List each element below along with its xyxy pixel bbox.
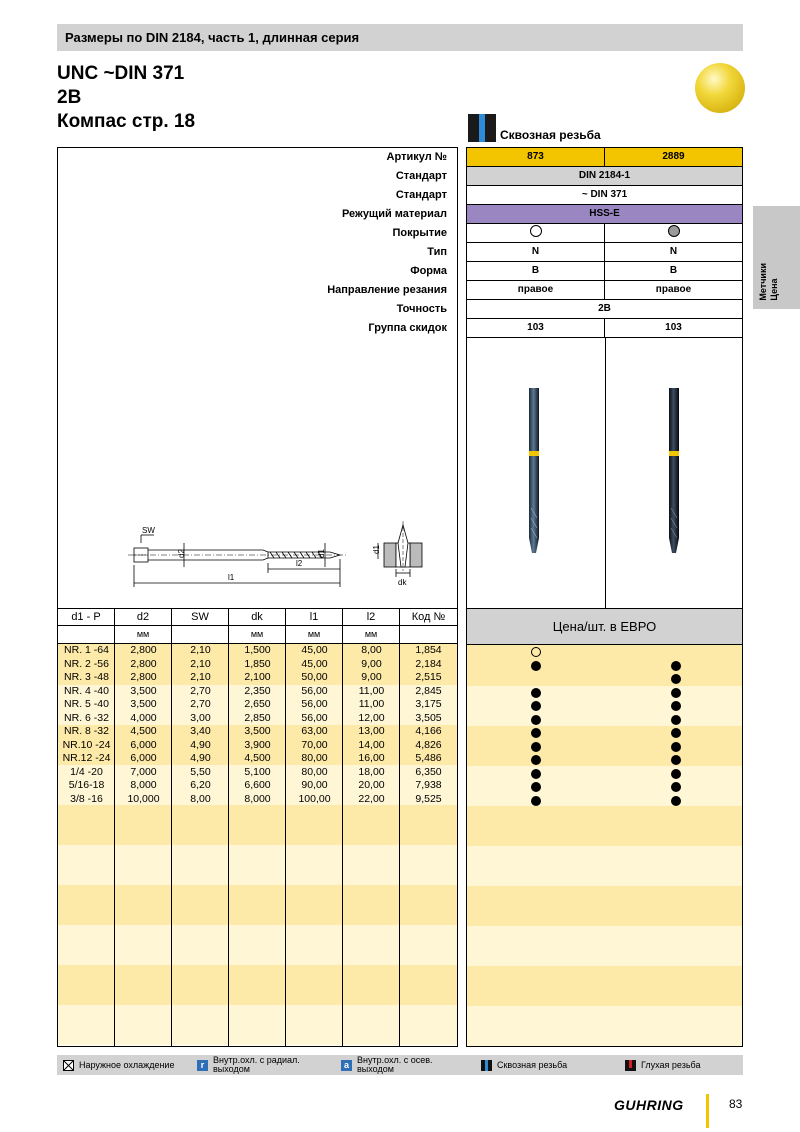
legend-radial-cooling: r Внутр.охл. с радиал. выходом bbox=[197, 1056, 335, 1074]
table-cell: 70,00 bbox=[301, 738, 328, 751]
table-cell: 2,800 bbox=[130, 671, 157, 683]
table-cell: 7,938 bbox=[415, 779, 442, 791]
table-cell: NR.10 -24 bbox=[62, 738, 111, 751]
table-cell: 4,166 bbox=[415, 725, 442, 737]
row-band bbox=[467, 806, 742, 846]
table-cell: 5,50 bbox=[190, 765, 211, 778]
spec-row-discount bbox=[467, 319, 742, 338]
table-cell: 1,854 bbox=[415, 644, 442, 656]
availability-row bbox=[467, 686, 742, 700]
table-cell: 2,515 bbox=[415, 671, 442, 683]
table-cell: 2,845 bbox=[415, 684, 442, 697]
table-cell: 9,525 bbox=[415, 792, 442, 805]
unit-cell bbox=[400, 626, 457, 643]
table-cell: 8,00 bbox=[361, 644, 382, 656]
radial-internal-cooling-icon: r bbox=[197, 1060, 208, 1071]
table-cell: 45,00 bbox=[301, 644, 328, 656]
page-title bbox=[57, 62, 195, 134]
table-row bbox=[58, 779, 457, 793]
title-line-1: UNC ~DIN 371 bbox=[57, 63, 185, 84]
title-line-2: 2B bbox=[57, 87, 82, 108]
table-cell: 4,000 bbox=[130, 711, 157, 724]
table-cell: 10,000 bbox=[127, 792, 160, 805]
table-cell: 2,10 bbox=[190, 644, 211, 656]
table-cell: 56,00 bbox=[301, 711, 328, 724]
standard-2-value: ~ DIN 371 bbox=[581, 189, 628, 200]
table-cell: 5,486 bbox=[415, 752, 442, 764]
available-dot-icon[interactable] bbox=[531, 782, 541, 792]
spec-label-coating: Покрытие bbox=[392, 227, 447, 239]
spec-label-standard-2: Стандарт bbox=[395, 189, 447, 201]
available-dot-icon[interactable] bbox=[671, 728, 681, 738]
page-number: 83 bbox=[729, 1097, 743, 1111]
spec-label-article: Артикул № bbox=[386, 151, 447, 163]
label-d1-section: d1 bbox=[372, 545, 381, 554]
product-panel bbox=[466, 147, 743, 1047]
table-cell: NR. 1 -64 bbox=[64, 644, 109, 656]
available-dot-icon[interactable] bbox=[671, 688, 681, 698]
spec-row-standard-2 bbox=[467, 186, 742, 205]
discount-value: 103 bbox=[527, 322, 544, 333]
table-cell: 4,90 bbox=[190, 738, 211, 751]
table-row bbox=[58, 712, 457, 726]
coated-circle-icon bbox=[668, 225, 680, 237]
table-cell: 80,00 bbox=[301, 752, 328, 764]
availability-row bbox=[467, 659, 742, 673]
type-value: N bbox=[604, 243, 742, 261]
table-row bbox=[58, 671, 457, 685]
label-d1: d1 bbox=[317, 549, 326, 558]
table-cell: NR. 3 -48 bbox=[64, 671, 109, 683]
table-cell: 2,10 bbox=[190, 671, 211, 683]
table-cell: 100,00 bbox=[298, 792, 331, 805]
row-band bbox=[467, 926, 742, 966]
table-cell: 4,500 bbox=[244, 752, 271, 764]
legend-blind-thread: Глухая резьба bbox=[625, 1060, 700, 1071]
table-cell: 14,00 bbox=[358, 738, 385, 751]
table-cell: 3,500 bbox=[130, 698, 157, 710]
coating-cell bbox=[604, 224, 742, 242]
table-row bbox=[58, 725, 457, 739]
available-dot-icon[interactable] bbox=[671, 796, 681, 806]
unit-cell: мм bbox=[115, 626, 172, 643]
row-band bbox=[58, 845, 457, 885]
table-cell: 80,00 bbox=[301, 765, 328, 778]
table-cell: 1,500 bbox=[244, 644, 271, 656]
available-dot-icon[interactable] bbox=[671, 701, 681, 711]
label-sw: SW bbox=[142, 526, 155, 535]
form-value: B bbox=[531, 265, 540, 276]
spec-row-type bbox=[467, 243, 742, 262]
table-header bbox=[58, 608, 457, 626]
spec-label-form: Форма bbox=[410, 265, 447, 277]
table-cell: 5/16-18 bbox=[68, 779, 105, 791]
footer-accent-bar bbox=[706, 1094, 709, 1128]
table-cell: 9,00 bbox=[361, 657, 382, 670]
dimension-table bbox=[58, 608, 457, 1047]
available-dot-icon[interactable] bbox=[671, 755, 681, 765]
row-band bbox=[58, 885, 457, 925]
article-873[interactable]: 873 bbox=[527, 151, 544, 162]
label-dk: dk bbox=[398, 578, 407, 587]
table-cell: 4,500 bbox=[130, 725, 157, 737]
row-band bbox=[467, 966, 742, 1006]
page-subtitle: Размеры по DIN 2184, часть 1, длинная серия bbox=[65, 30, 360, 45]
table-cell: 20,00 bbox=[358, 779, 385, 791]
form-value: B bbox=[604, 262, 742, 280]
available-dot-icon[interactable] bbox=[531, 715, 541, 725]
accuracy-value: 2B bbox=[598, 303, 611, 314]
available-dot-icon[interactable] bbox=[531, 661, 541, 671]
table-cell: 2,350 bbox=[244, 684, 271, 697]
table-cell: 6,20 bbox=[190, 779, 211, 791]
table-cell: 11,00 bbox=[358, 684, 385, 697]
spec-label-standard: Стандарт bbox=[395, 170, 447, 182]
table-cell: 3,00 bbox=[190, 711, 211, 724]
standard-value: DIN 2184-1 bbox=[578, 170, 631, 181]
table-cell: NR. 4 -40 bbox=[64, 684, 109, 697]
table-cell: 3,505 bbox=[415, 711, 442, 724]
unit-cell: мм bbox=[229, 626, 286, 643]
available-dot-icon[interactable] bbox=[531, 742, 541, 752]
table-cell: 2,184 bbox=[415, 657, 442, 670]
table-cell: 63,00 bbox=[301, 725, 328, 737]
page-subtitle-bar bbox=[57, 24, 743, 51]
unit-cell: мм bbox=[343, 626, 400, 643]
table-cell: 6,350 bbox=[415, 765, 442, 778]
table-cell: 45,00 bbox=[301, 657, 328, 670]
available-dot-icon[interactable] bbox=[671, 742, 681, 752]
table-body bbox=[58, 644, 457, 1047]
side-tab[interactable] bbox=[753, 206, 800, 309]
thread-type-legend bbox=[468, 114, 601, 142]
table-cell: 16,00 bbox=[358, 752, 385, 764]
material-value: HSS-E bbox=[589, 208, 620, 219]
legend-axial-cooling: a Внутр.охл. с осев. выходом bbox=[341, 1056, 475, 1074]
table-cell: 18,00 bbox=[358, 765, 385, 778]
table-cell: 7,000 bbox=[130, 765, 157, 778]
tap-image-873 bbox=[527, 388, 541, 553]
table-cell: 6,000 bbox=[130, 738, 157, 751]
spec-row-standard bbox=[467, 167, 742, 186]
available-dot-icon[interactable] bbox=[531, 701, 541, 711]
external-cooling-icon bbox=[63, 1060, 74, 1071]
discount-value: 103 bbox=[604, 319, 742, 337]
axial-internal-cooling-icon: a bbox=[341, 1060, 352, 1071]
table-cell: 5,100 bbox=[244, 765, 271, 778]
table-row bbox=[58, 698, 457, 712]
table-cell: 56,00 bbox=[301, 684, 328, 697]
table-row bbox=[58, 766, 457, 780]
table-cell: 2,850 bbox=[244, 711, 271, 724]
type-value: N bbox=[531, 246, 540, 257]
col-header: dk bbox=[229, 609, 286, 625]
availability-row bbox=[467, 740, 742, 754]
available-dot-icon[interactable] bbox=[531, 728, 541, 738]
availability-row bbox=[467, 767, 742, 781]
on-request-circle-icon[interactable] bbox=[531, 647, 541, 657]
title-line-3: Компас стр. 18 bbox=[57, 111, 196, 132]
direction-value: правое bbox=[517, 284, 554, 295]
table-cell: 56,00 bbox=[301, 698, 328, 710]
table-cell: 12,00 bbox=[358, 711, 385, 724]
spec-row-article bbox=[467, 148, 742, 167]
table-cell: 50,00 bbox=[301, 671, 328, 683]
availability-row bbox=[467, 794, 742, 808]
row-band bbox=[467, 846, 742, 886]
legend-external-cooling: Наружное охлаждение bbox=[63, 1060, 191, 1071]
table-row bbox=[58, 739, 457, 753]
table-row bbox=[58, 658, 457, 672]
dimension-panel bbox=[57, 147, 458, 1047]
table-cell: 4,90 bbox=[190, 752, 211, 764]
row-band bbox=[58, 965, 457, 1005]
table-row bbox=[58, 793, 457, 807]
availability-row bbox=[467, 672, 742, 686]
table-cell: 2,10 bbox=[190, 657, 211, 670]
table-cell: 2,70 bbox=[190, 684, 211, 697]
table-cell: 6,000 bbox=[130, 752, 157, 764]
tap-image-2889 bbox=[667, 388, 681, 553]
spec-label-discount: Группа скидок bbox=[368, 322, 447, 334]
table-cell: 1,850 bbox=[244, 657, 271, 670]
uncoated-circle-icon bbox=[530, 225, 542, 237]
through-thread-icon bbox=[481, 1060, 492, 1071]
table-cell: NR.12 -24 bbox=[62, 752, 111, 764]
blind-thread-icon bbox=[625, 1060, 636, 1071]
table-cell: 3,500 bbox=[244, 725, 271, 737]
spec-row-coating bbox=[467, 224, 742, 243]
spec-row-accuracy bbox=[467, 300, 742, 319]
table-cell: NR. 6 -32 bbox=[64, 711, 109, 724]
row-band bbox=[467, 886, 742, 926]
spec-label-direction: Направление резания bbox=[327, 284, 447, 296]
table-cell: 3/8 -16 bbox=[70, 792, 103, 805]
thread-type-label: Сквозная резьба bbox=[500, 128, 601, 142]
available-dot-icon[interactable] bbox=[671, 661, 681, 671]
spec-row-form bbox=[467, 262, 742, 281]
table-cell: 1/4 -20 bbox=[70, 765, 103, 778]
table-cell: 13,00 bbox=[358, 725, 385, 737]
spec-label-type: Тип bbox=[427, 246, 447, 258]
table-units bbox=[58, 626, 457, 644]
column-divider bbox=[605, 338, 606, 608]
label-l2: l2 bbox=[296, 559, 303, 568]
available-dot-icon[interactable] bbox=[671, 715, 681, 725]
availability-row bbox=[467, 726, 742, 740]
table-cell: 2,800 bbox=[130, 657, 157, 670]
row-band bbox=[467, 1006, 742, 1046]
available-dot-icon[interactable] bbox=[531, 755, 541, 765]
spec-row-direction bbox=[467, 281, 742, 300]
availability-row bbox=[467, 753, 742, 767]
available-dot-icon[interactable] bbox=[671, 769, 681, 779]
row-band bbox=[58, 1005, 457, 1045]
article-2889[interactable]: 2889 bbox=[604, 148, 742, 166]
legend-through-thread: Сквозная резьба bbox=[481, 1060, 619, 1071]
brand-logo: GUHRING bbox=[614, 1097, 684, 1113]
unit-cell bbox=[172, 626, 229, 643]
availability-row bbox=[467, 713, 742, 727]
availability-row bbox=[467, 699, 742, 713]
through-thread-icon bbox=[468, 114, 496, 142]
coating-cell bbox=[467, 224, 604, 242]
row-band bbox=[58, 805, 457, 845]
available-dot-icon[interactable] bbox=[531, 769, 541, 779]
table-cell: 3,900 bbox=[244, 738, 271, 751]
table-row bbox=[58, 752, 457, 766]
side-tab-label: Метчики Цена bbox=[758, 263, 779, 301]
table-cell: 4,826 bbox=[415, 738, 442, 751]
coating-ball-icon bbox=[695, 63, 745, 113]
table-cell: 2,800 bbox=[130, 644, 157, 656]
spec-label-accuracy: Точность bbox=[396, 303, 447, 315]
available-dot-icon[interactable] bbox=[671, 782, 681, 792]
col-header: d1 - P bbox=[58, 609, 115, 625]
price-availability bbox=[467, 645, 742, 1046]
unit-cell: мм bbox=[286, 626, 343, 643]
table-cell: 2,70 bbox=[190, 698, 211, 710]
table-cell: 6,600 bbox=[244, 779, 271, 791]
table-cell: 8,000 bbox=[130, 779, 157, 791]
table-cell: 2,650 bbox=[244, 698, 271, 710]
table-cell: 3,175 bbox=[415, 698, 442, 710]
table-cell: 3,500 bbox=[130, 684, 157, 697]
row-band bbox=[58, 925, 457, 965]
table-cell: 9,00 bbox=[361, 671, 382, 683]
available-dot-icon[interactable] bbox=[531, 688, 541, 698]
col-header: d2 bbox=[115, 609, 172, 625]
label-l1: l1 bbox=[228, 573, 235, 582]
available-dot-icon[interactable] bbox=[531, 796, 541, 806]
available-dot-icon[interactable] bbox=[671, 674, 681, 684]
table-cell: NR. 2 -56 bbox=[64, 657, 109, 670]
direction-value: правое bbox=[604, 281, 742, 299]
col-header: l1 bbox=[286, 609, 343, 625]
table-cell: NR. 5 -40 bbox=[64, 698, 109, 710]
table-cell: 2,100 bbox=[244, 671, 271, 683]
availability-row bbox=[467, 780, 742, 794]
table-row bbox=[58, 685, 457, 699]
symbol-legend bbox=[57, 1055, 743, 1075]
table-cell: 3,40 bbox=[190, 725, 211, 737]
table-cell: 8,000 bbox=[244, 792, 271, 805]
table-cell: 11,00 bbox=[358, 698, 385, 710]
col-header: l2 bbox=[343, 609, 400, 625]
table-cell: 90,00 bbox=[301, 779, 328, 791]
table-cell: 8,00 bbox=[190, 792, 211, 805]
table-cell: 22,00 bbox=[358, 792, 385, 805]
col-header: SW bbox=[172, 609, 229, 625]
col-header: Код № bbox=[411, 611, 446, 623]
tap-dimension-drawing bbox=[118, 513, 448, 598]
label-d2: d2 bbox=[177, 549, 186, 558]
table-row bbox=[58, 644, 457, 658]
unit-cell bbox=[58, 626, 115, 643]
price-header: Цена/шт. в ЕВРО bbox=[467, 608, 742, 645]
spec-label-material: Режущий материал bbox=[341, 208, 447, 220]
table-cell: NR. 8 -32 bbox=[64, 725, 109, 737]
spec-row-material bbox=[467, 205, 742, 224]
availability-row bbox=[467, 645, 742, 659]
